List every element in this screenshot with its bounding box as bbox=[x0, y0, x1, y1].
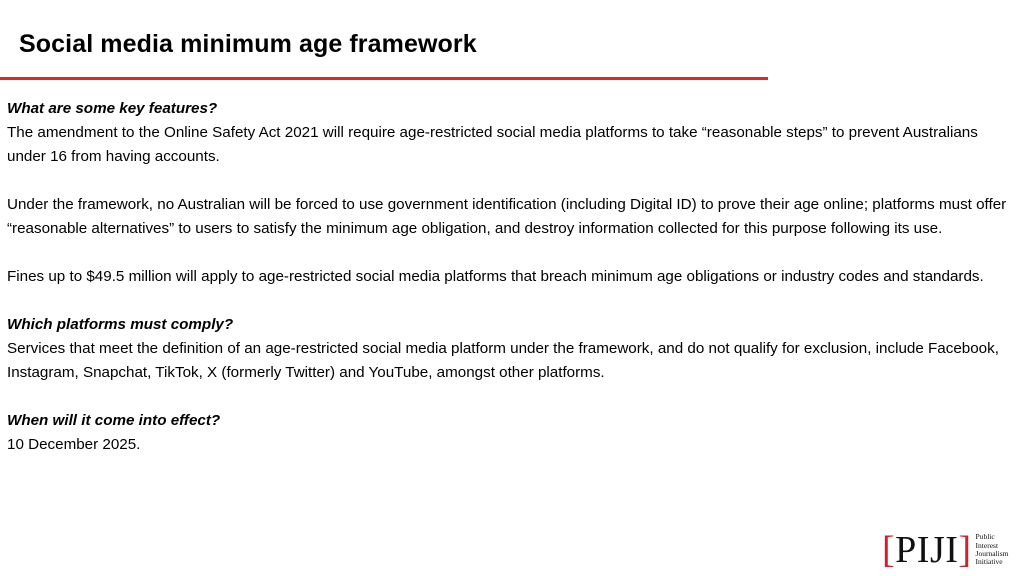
piji-logo-mark bbox=[882, 530, 972, 570]
title-divider bbox=[0, 77, 768, 80]
logo-line-3: Journalism bbox=[975, 549, 1009, 558]
logo-bracket-right: ] bbox=[958, 529, 972, 571]
spacer bbox=[7, 289, 1012, 313]
logo-letters: PIJI bbox=[895, 529, 959, 571]
logo-bracket-left: [ bbox=[882, 529, 896, 571]
features-paragraph-3: Fines up to $49.5 million will apply to age-restricted social media platforms that breach minimum age obligations or industry codes and standards. bbox=[7, 268, 984, 285]
effect-paragraph: 10 December 2025. bbox=[7, 436, 141, 453]
spacer bbox=[7, 169, 1012, 193]
effect-heading: When will it come into effect? bbox=[7, 412, 221, 429]
logo-line-2: Interest bbox=[975, 540, 999, 550]
platforms-heading: Which platforms must comply? bbox=[7, 316, 234, 333]
logo-line-1: Public bbox=[975, 532, 995, 542]
slide-title: Social media minimum age framework bbox=[19, 30, 477, 58]
logo-line-4: Initiative bbox=[975, 557, 1003, 567]
slide-body bbox=[7, 97, 1012, 457]
platforms-paragraph: Services that meet the definition of an age-restricted social media platform under the framework, and do not qualify for exclusion, include Facebook, Instagram, Snapchat, TikTok, X (formerly Twitter) and YouTube, amongst other platforms. bbox=[7, 340, 999, 381]
spacer bbox=[7, 241, 1012, 265]
features-heading: What are some key features? bbox=[7, 100, 218, 117]
logo-wordmark bbox=[976, 533, 1009, 567]
features-paragraph-2: Under the framework, no Australian will be forced to use government identification (including Digital ID) to prove their age online; platforms must offer “reasonable alternatives” to users to satisfy the minimum age obligation, and destroy information collected for this purpose following its use. bbox=[7, 196, 1007, 237]
features-paragraph-1: The amendment to the Online Safety Act 2021 will require age-restricted social media platforms to take “reasonable steps” to prevent Australians under 16 from having accounts. bbox=[7, 124, 978, 165]
spacer bbox=[7, 385, 1012, 409]
piji-logo bbox=[882, 530, 1008, 570]
